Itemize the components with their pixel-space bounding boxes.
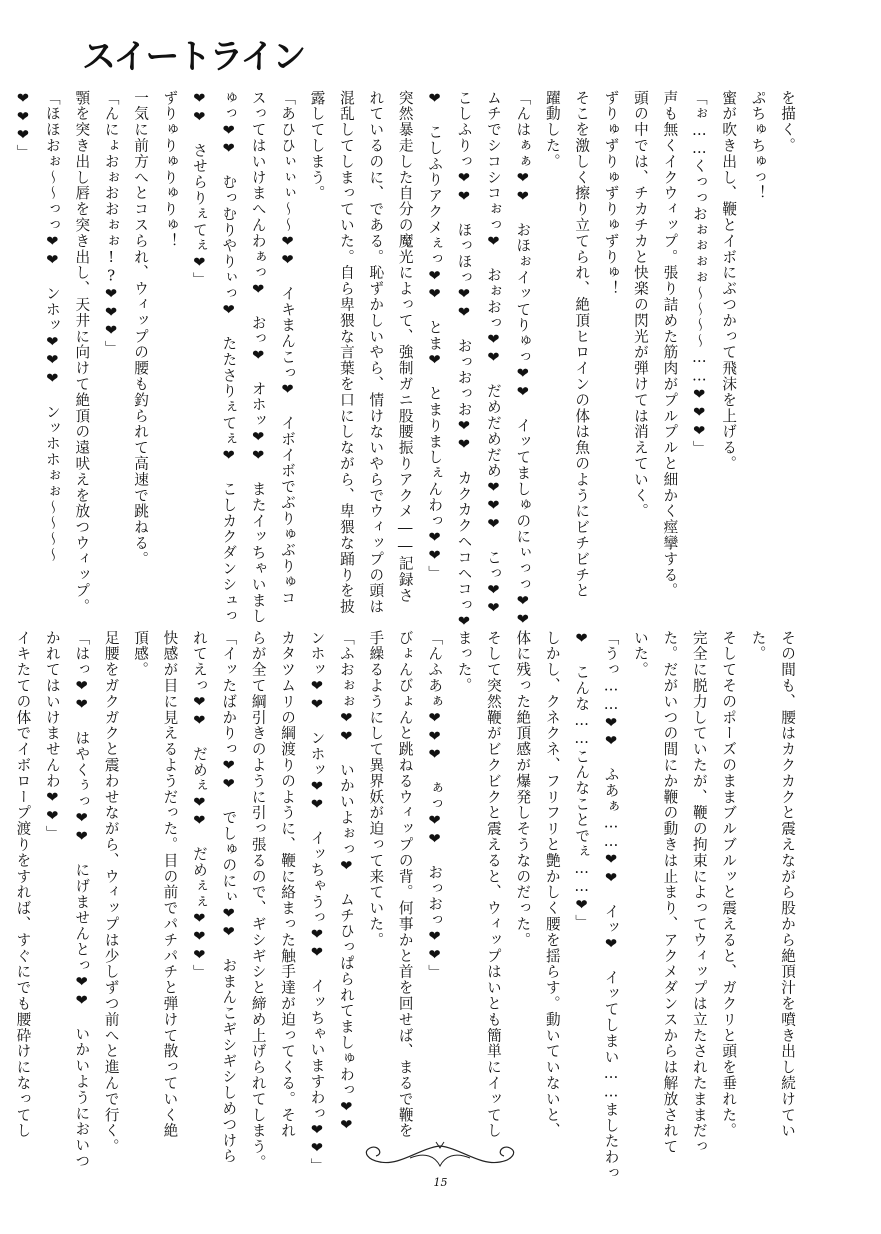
text-line: 頭の中では、チカチカと快楽の閃光が弾けては消えていく。 [631,90,649,520]
text-line: れているのに、である。恥ずかしいやら、情けないやらでウィップの頭は [367,90,385,615]
text-line: れてえっ❤❤ だめぇ❤❤ だめぇぇ❤❤❤」 [190,630,208,981]
upper-text-block [14,90,802,632]
text-line: 手繰るようにして異界妖が迫って来ていた。 [367,630,385,948]
text-line: ❤ こしふりアクメぇっ❤❤ とま❤ とまりましぇんわっ❤❤」 [426,90,444,582]
text-line: かれてはいけませんわ❤❤」 [43,630,61,842]
text-line: そして突然鞭がビクビクと震えると、ウィップはいとも簡単にイッてし [484,630,502,1139]
text-line: ❤ こんな……こんなことでぇ……❤」 [573,630,591,931]
text-line: た。 [749,630,767,662]
lower-text-block [14,630,802,1182]
text-line: そこを激しく擦り立てられ、絶頂ヒロインの体は魚のようにビチビチと [573,90,591,599]
text-line: 混乱してしまっていた。自ら卑猥な言葉を口にしながら、卑猥な踊りを披 [337,90,355,615]
text-line: 声も無くイクウィップ。張り詰めた筋肉がプルプルと細かく痙攣する。 [661,90,679,599]
page-title: スイートライン [82,37,305,77]
text-line: 顎を突き出し唇を突き出し、天井に向けて絶頂の遠吠えを放つウィップ。 [73,90,91,615]
ornament-divider [350,1138,530,1178]
text-line: 「イッたばかりっ❤❤ でしゅのにぃ❤❤ おまんこギシギシしめつけら [220,630,238,1165]
text-line: ❤❤ させらりぇてぇ❤」 [190,90,208,288]
text-line: 突然暴走した自分の魔光によって、強制ガニ股腰振りアクメ――記録さ [396,90,414,604]
text-line: 「んはぁぁ❤❤ おほぉイッてりゅっ❤❤ イッてましゅのにぃっっ❤❤ [514,90,532,630]
text-line: 一気に前方へとコスられ、ウィップの腰も釣られて高速で跳ねる。 [132,90,150,567]
text-line: 「ほほおぉ～～っっ❤❤ ンホッ❤❤❤ ンッホホぉぉ～～～～ [43,90,61,564]
text-line: を描く。 [779,90,796,154]
text-line: カタツムリの綱渡りのように、鞭に絡まった触手達が迫ってくる。それ [279,630,297,1139]
text-line: しかし、クネクネ、フリフリと艶かしく腰を揺らす。動いていないと、 [543,630,561,1139]
text-line: 完全に脱力していたが、鞭の拘束によってウィップは立たされたままだっ [690,630,708,1155]
text-line: 「んふあぁ❤❤❤ ぁっ❤❤ おっおっ❤❤」 [426,630,444,981]
text-line: ぷちゅちゅっ！ [749,90,767,202]
text-line: た。だがいつの間にか鞭の動きは止まり、アクメダンスからは解放されて [661,630,679,1155]
text-line: ゅっ❤❤ むっむりやりぃっ❤ たたさりぇてぇ❤ こしカクダンシュっ [220,90,238,625]
text-line: 「ふおぉぉ❤❤ いかいよぉっ❤ ムチひっぱられてましゅわっ❤❤ [337,630,355,1135]
text-line: 体に残った絶頂感が爆発しそうなのだった。 [514,630,532,948]
text-line: 蜜が吹き出し、鞭とイボにぶつかって飛沫を上げる。 [720,90,738,472]
text-line: ❤❤❤」 [14,90,32,161]
text-line: 快感が目に見えるようだった。目の前でパチパチと弾けて散っていく絶 [161,630,179,1139]
text-line: ンホッ❤❤ ンホッ❤❤ イッちゃうっ❤❤ イッちゃいますわっ❤❤」 [308,630,326,1174]
text-line: 露してしまう。 [308,90,326,202]
text-line: びょんびょんと跳ねるウィップの背。何事かと首を回せば、まるで鞭を [396,630,414,1139]
text-line: いた。 [631,630,649,678]
text-line: 「うっ……❤❤ ふあぁ……❤❤ イッ❤ イッてしまい……ましたわっ [602,630,620,1182]
text-line: 頂感。 [132,630,150,678]
text-line: その間も、腰はカクカクと震えながら股から絶頂汁を噴き出し続けてい [779,630,796,1139]
text-line: こしふりっ❤❤ ほっほっ❤❤ おっおっお❤❤ カクカクヘコヘコっ❤ [455,90,473,632]
text-line: ずりゅずりゅずりゅずりゅ！ [602,90,620,297]
text-line: まった。 [455,630,473,694]
text-line: 「あひひぃぃぃ～～❤❤ イキまんこっ❤ イボイボでぶりゅぶりゅコ [279,90,297,606]
text-line: イキたての体でイボロープ渡りをすれば、すぐにでも腰砕けになってし [14,630,32,1139]
text-line: 「はっ❤❤ はやくぅっ❤❤ にげませんとっ❤❤ いかいようにおいつ [73,630,91,1170]
text-line: ずりゅりゅりゅりゅ！ [161,90,179,249]
text-line: そしてそのポーズのままブルブルッと震えると、ガクリと頭を垂れた。 [720,630,738,1139]
text-line: スってはいけまへんわぁっ❤ おっ❤ オホッ❤❤ またイッちゃいまし [249,90,267,625]
text-line: ムチでシコシコぉっ❤ おぉおっ❤❤ だめだめだめ❤❤❤ こっ❤❤ [484,90,502,618]
text-line: 足腰をガクガクと震わせながら、ウィップは少しずつ前へと進んで行く。 [102,630,120,1155]
text-line: らが全て綱引きのように引っ張るので、ギシギシと締め上げられてしまう。 [249,630,267,1171]
page-number: 15 [433,1176,448,1189]
text-line: 躍動した。 [543,90,561,170]
text-line: 「んにょおぉおおぉぉ!?❤❤❤」 [102,90,120,357]
text-line: 「ぉ……くっっおぉぉぉぉ～～～～……❤❤❤」 [690,90,708,457]
